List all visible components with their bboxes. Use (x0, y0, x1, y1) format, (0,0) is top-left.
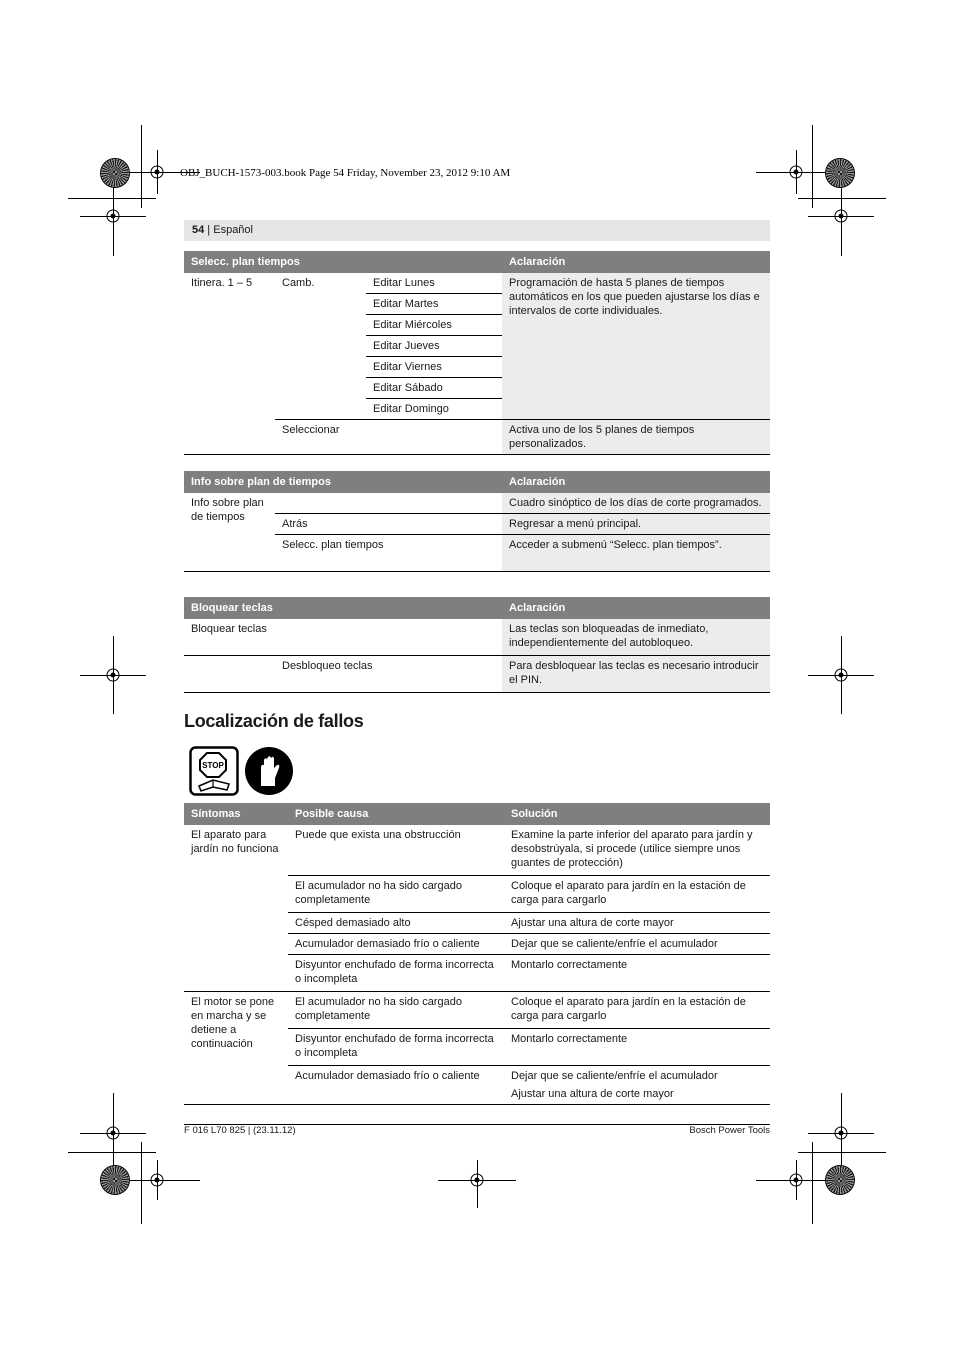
footer-doc-code: F 016 L70 825 | (23.11.12) (184, 1125, 296, 1136)
section-title: Localización de fallos (184, 711, 364, 731)
solution-line: Dejar que se caliente/enfríe el acumulador (511, 1070, 718, 1082)
symptom-cell: El aparato para jardín no funciona (184, 825, 288, 992)
table-cell: Cuadro sinóptico de los días de corte programados. (502, 493, 770, 514)
table-cell: Info sobre plan de tiempos (184, 493, 275, 572)
solution-cell: Montarlo correctamente (504, 955, 770, 992)
list-item: Editar Lunes (366, 273, 502, 294)
table-cell: Bloquear teclas (184, 619, 502, 656)
table-header-cell: Aclaración (502, 597, 770, 619)
table-cell: Selecc. plan tiempos (275, 535, 502, 572)
symptom-cell: El motor se pone en marcha y se detiene a continuación (184, 992, 288, 1105)
table-cell: Seleccionar (275, 420, 502, 455)
list-item: Editar Miércoles (366, 315, 502, 336)
table-header-cell: Bloquear teclas (184, 597, 502, 619)
cause-cell: Acumulador demasiado frío o caliente (288, 1066, 504, 1105)
table-cell: Para desbloquear las teclas es necesario introducir el PIN. (502, 656, 770, 693)
table-header-cell: Selecc. plan tiempos (184, 251, 502, 273)
table-cell: Desbloqueo teclas (275, 656, 502, 693)
table-selecc-plan-tiempos (184, 251, 770, 455)
table-info-plan-tiempos (184, 471, 770, 572)
cause-cell: El acumulador no ha sido cargado completamente (288, 992, 504, 1029)
solution-cell: Ajustar una altura de corte mayor (504, 913, 770, 934)
cause-cell: Acumulador demasiado frío o caliente (288, 934, 504, 955)
table-cell: Regresar a menú principal. (502, 514, 770, 535)
table-cell: Acceder a submenú “Selecc. plan tiempos”. (502, 535, 770, 572)
protective-gloves-icon (244, 746, 294, 796)
list-item: Editar Sábado (366, 378, 502, 399)
cause-cell: El acumulador no ha sido cargado completamente (288, 876, 504, 913)
solution-cell: Montarlo correctamente (504, 1029, 770, 1066)
table-header-cell: Aclaración (502, 251, 770, 273)
cause-cell: Puede que exista una obstrucción (288, 825, 504, 876)
table-bloquear-teclas (184, 597, 770, 693)
stop-sign-text: STOP (202, 761, 224, 770)
language-label: Español (213, 224, 253, 236)
solution-line: Ajustar una altura de corte mayor (511, 1088, 674, 1100)
solution-cell: Coloque el aparato para jardín en la estación de carga para cargarlo (504, 992, 770, 1029)
stop-read-manual-icon (189, 746, 239, 796)
table-cell (184, 656, 275, 693)
table-header-cell: Posible causa (288, 803, 504, 825)
footer-brand: Bosch Power Tools (689, 1125, 770, 1136)
table-header-cell: Síntomas (184, 803, 288, 825)
table-cell: Activa uno de los 5 planes de tiempos personalizados. (502, 420, 770, 455)
cause-cell: Disyuntor enchufado de forma incorrecta o incompleta (288, 955, 504, 992)
table-cell: Camb. (282, 277, 315, 289)
table-header-cell: Aclaración (502, 471, 770, 493)
cause-cell: Disyuntor enchufado de forma incorrecta o incompleta (288, 1029, 504, 1066)
table-header-cell: Info sobre plan de tiempos (184, 471, 502, 493)
table-header-cell: Solución (504, 803, 770, 825)
table-cell: Las teclas son bloqueadas de inmediato, independientemente del autobloqueo. (502, 619, 770, 656)
list-item: Editar Domingo (366, 399, 502, 420)
book-info-line: OBJ_BUCH-1573-003.book Page 54 Friday, November 23, 2012 9:10 AM (180, 167, 511, 179)
solution-cell (504, 1066, 770, 1105)
solution-cell: Coloque el aparato para jardín en la estación de carga para cargarlo (504, 876, 770, 913)
table-cell: Programación de hasta 5 planes de tiempos automáticos en los que pueden ajustarse los días e intervalos de corte individuales. (502, 273, 770, 420)
table-cell (275, 493, 502, 514)
list-item: Editar Viernes (366, 357, 502, 378)
list-item: Editar Jueves (366, 336, 502, 357)
table-cell: Itinera. 1 – 5 (184, 273, 275, 455)
page-header-bar: 54 | Español (184, 220, 770, 241)
table-troubleshooting (184, 803, 770, 1105)
solution-cell: Dejar que se caliente/enfríe el acumulador (504, 934, 770, 955)
table-cell: Atrás (275, 514, 502, 535)
solution-cell: Examine la parte inferior del aparato para jardín y desobstrúyala, si procede (utilice siempre unos guantes de protección) (504, 825, 770, 876)
page-number: 54 (192, 224, 205, 236)
cause-cell: Césped demasiado alto (288, 913, 504, 934)
list-item: Editar Martes (366, 294, 502, 315)
